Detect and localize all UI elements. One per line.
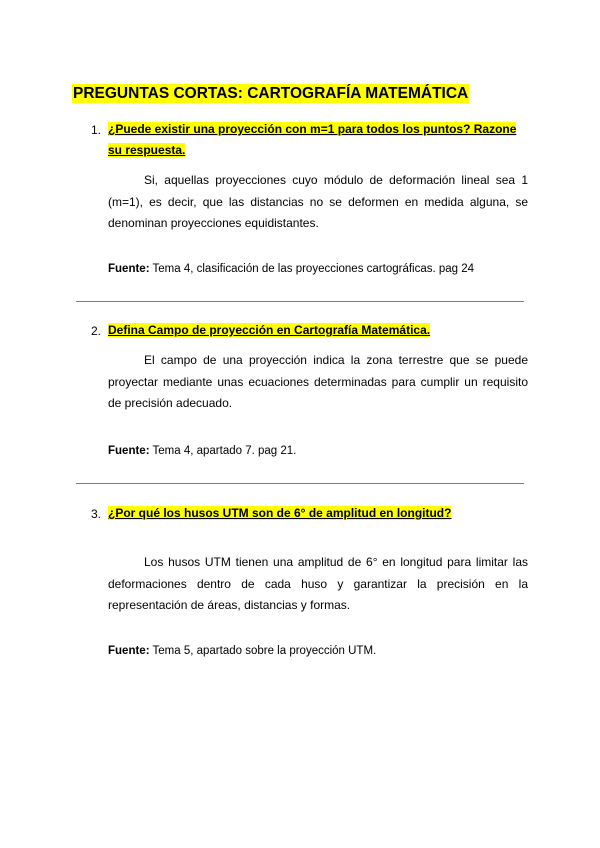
- question-3-number: 3.: [91, 507, 102, 521]
- section-divider: [76, 483, 524, 484]
- question-2-number: 2.: [91, 324, 102, 338]
- source-1-text: Tema 4, clasificación de las proyecciones cartográficas. pag 24: [149, 263, 475, 275]
- answer-1: Si, aquellas proyecciones cuyo módulo de deformación lineal sea 1 (m=1), es decir, que las distancias no se deformen en medida alguna, se denominan proyecciones equidistantes.: [108, 173, 528, 230]
- source-1-label: Fuente:: [108, 263, 150, 275]
- source-3-text: Tema 5, apartado sobre la proyección UTM.: [149, 645, 377, 657]
- answer-2: El campo de una proyección indica la zona terrestre que se puede proyectar mediante unas ecuaciones determinadas para cumplir un requisito de precisión adecuado.: [108, 353, 528, 410]
- question-2-text: [108, 320, 528, 341]
- source-2-label: Fuente:: [108, 445, 150, 457]
- answer-3: Los husos UTM tienen una amplitud de 6° en longitud para limitar las deformaciones dentro de cada huso y garantizar la precisión en la representación de áreas, distancias y formas.: [108, 555, 528, 612]
- source-1: [108, 261, 474, 277]
- source-2-text: Tema 4, apartado 7. pag 21.: [149, 445, 297, 457]
- question-3-text: [108, 503, 528, 524]
- source-2: [108, 443, 296, 459]
- question-1-highlight: ¿Puede existir una proyección con m=1 para todos los puntos? Razone su respuesta.: [108, 122, 517, 157]
- section-divider: [76, 301, 524, 302]
- question-3-highlight: ¿Por qué los husos UTM son de 6° de amplitud en longitud?: [108, 506, 452, 520]
- question-1-text: [108, 119, 528, 161]
- page-title: PREGUNTAS CORTAS: CARTOGRAFÍA MATEMÁTICA: [73, 85, 469, 102]
- question-2-highlight: Defina Campo de proyección en Cartografía Matemática.: [108, 323, 431, 337]
- source-3: [108, 643, 376, 659]
- source-3-label: Fuente:: [108, 645, 150, 657]
- question-1-number: 1.: [91, 123, 102, 137]
